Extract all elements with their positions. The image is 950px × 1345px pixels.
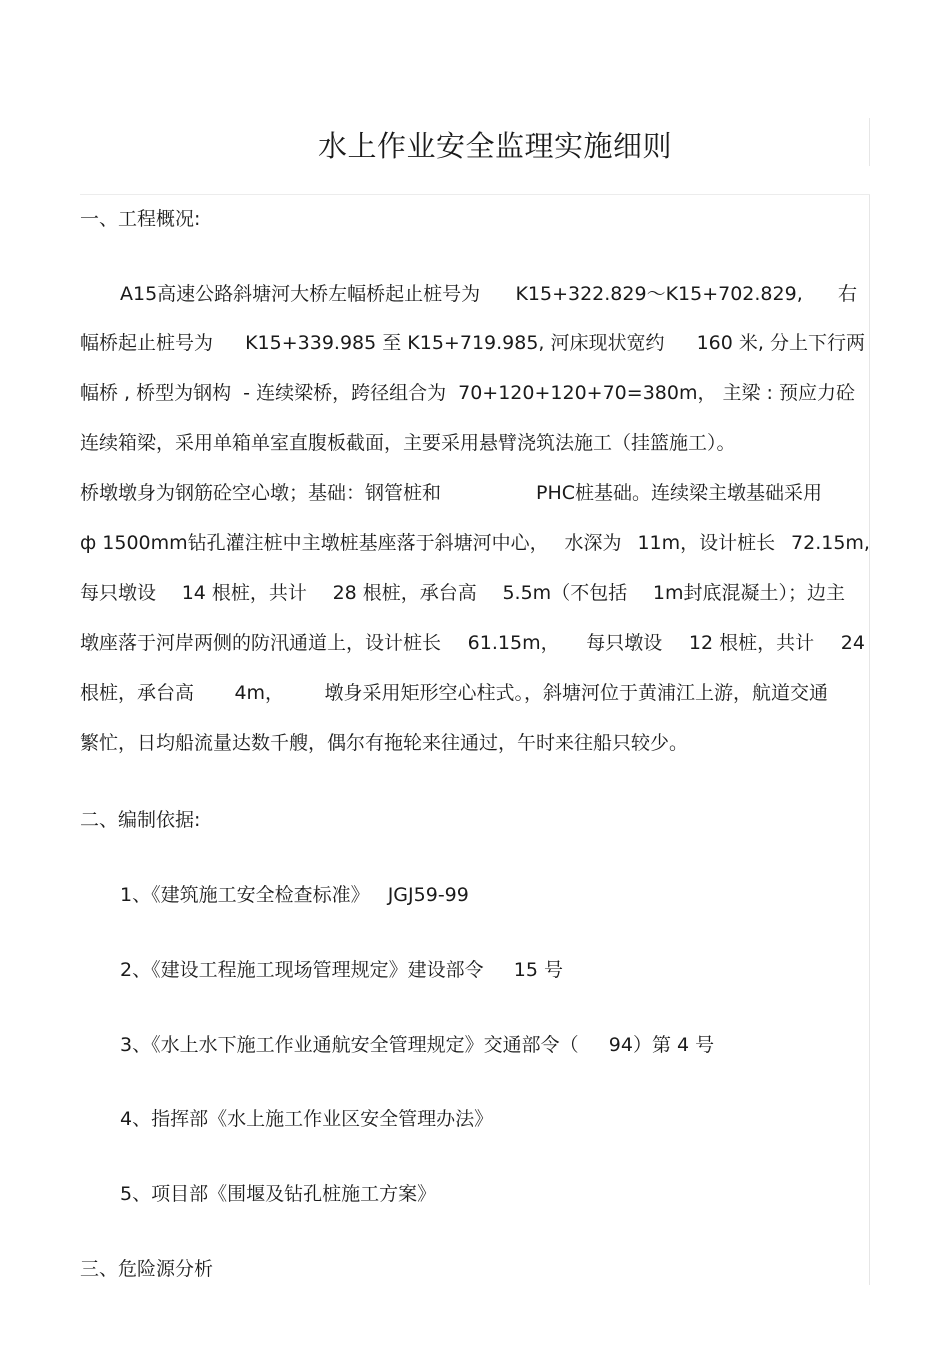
- text-segment: 水深为: [564, 532, 622, 554]
- paragraph-line: [80, 531, 870, 555]
- text-segment: 墩身采用矩形空心柱式。，斜塘河位于黄浦江上游，航道交通: [324, 682, 828, 704]
- text-segment: A15高速公路斜塘河大桥左幅桥起止桩号为: [120, 283, 481, 305]
- text-segment: 墩座落于河岸两侧的防汛通道上，设计桩长: [80, 632, 442, 654]
- paragraph-line: [80, 681, 828, 705]
- section-heading-overview: 一、工程概况:: [80, 208, 201, 230]
- text-segment: 根桩，承台高: [80, 682, 195, 704]
- paragraph-line: [80, 381, 855, 405]
- text-segment: 桥墩墩身为钢筋砼空心墩；基础：钢管桩和: [80, 482, 442, 504]
- text-segment: K15+339.985 至 K15+719.985, 河床现状宽约: [245, 332, 665, 354]
- text-segment: 24: [840, 632, 865, 654]
- text-segment: 幅桥 , 桥型为钢构: [80, 382, 232, 404]
- section-heading-hazard: 三、危险源分析: [80, 1258, 214, 1280]
- text-segment: 72.15m,: [791, 532, 870, 554]
- text-segment: 右: [837, 283, 857, 305]
- text-segment: ф 1500mm钻孔灌注桩中主墩桩基座落于斜塘河中心，: [80, 532, 549, 554]
- text-segment: 14 根桩，共计: [181, 582, 307, 604]
- text-segment: 连续箱梁，采用单箱单室直腹板截面，主要采用悬臂浇筑法施工（挂篮施工）。: [80, 432, 736, 454]
- text-segment: K15+322.829～K15+702.829,: [515, 283, 803, 305]
- paragraph-line: [120, 282, 857, 306]
- reference-item: 5、项目部《围堰及钻孔桩施工方案》: [120, 1183, 437, 1205]
- paragraph-line: [80, 631, 865, 655]
- paragraph-line: [80, 731, 865, 755]
- reference-item: 4、指挥部《水上施工作业区安全管理办法》: [120, 1108, 494, 1130]
- text-segment: - 连续梁桥，跨径组合为: [243, 382, 447, 404]
- right-margin-rule: [869, 195, 870, 1285]
- text-segment: 28 根桩，承台高: [332, 582, 477, 604]
- text-segment: 每只墩设: [80, 582, 157, 604]
- text-segment: 5.5m（不包括: [502, 582, 628, 604]
- text-segment: 11m，设计桩长: [637, 532, 776, 554]
- section-heading-basis: 二、编制依据:: [80, 809, 201, 831]
- reference-item: 1、《建筑施工安全检查标准》 JGJ59-99: [120, 884, 469, 906]
- text-segment: 1m封底混凝土）；边主: [652, 582, 845, 604]
- reference-item: 3、《水上水下施工作业通航安全管理规定》交通部令（ 94）第 4 号: [120, 1034, 715, 1056]
- text-segment: 160 米, 分上下行两: [696, 332, 865, 354]
- document-title: 水上作业安全监理实施细则: [317, 129, 672, 163]
- text-segment: 幅桥起止桩号为: [80, 332, 214, 354]
- text-segment: 70+120+120+70=380m， 主梁 : 预应力砼: [458, 382, 855, 404]
- paragraph-line: [80, 431, 865, 455]
- text-segment: PHC桩基础。连续梁主墩基础采用: [535, 482, 822, 504]
- title-divider: [80, 194, 870, 195]
- text-segment: 61.15m，: [467, 632, 560, 654]
- text-segment: 繁忙，日均船流量达数千艘，偶尔有拖轮来往通过，午时来往船只较少。: [80, 732, 689, 754]
- text-segment: 4m，: [234, 682, 285, 704]
- paragraph-line: [80, 581, 845, 605]
- paragraph-line: [80, 481, 822, 505]
- reference-item: 2、《建设工程施工现场管理规定》建设部令 15 号: [120, 959, 564, 981]
- text-segment: 12 根桩，共计: [688, 632, 815, 654]
- text-segment: 每只墩设: [586, 632, 663, 654]
- paragraph-line: [80, 331, 865, 355]
